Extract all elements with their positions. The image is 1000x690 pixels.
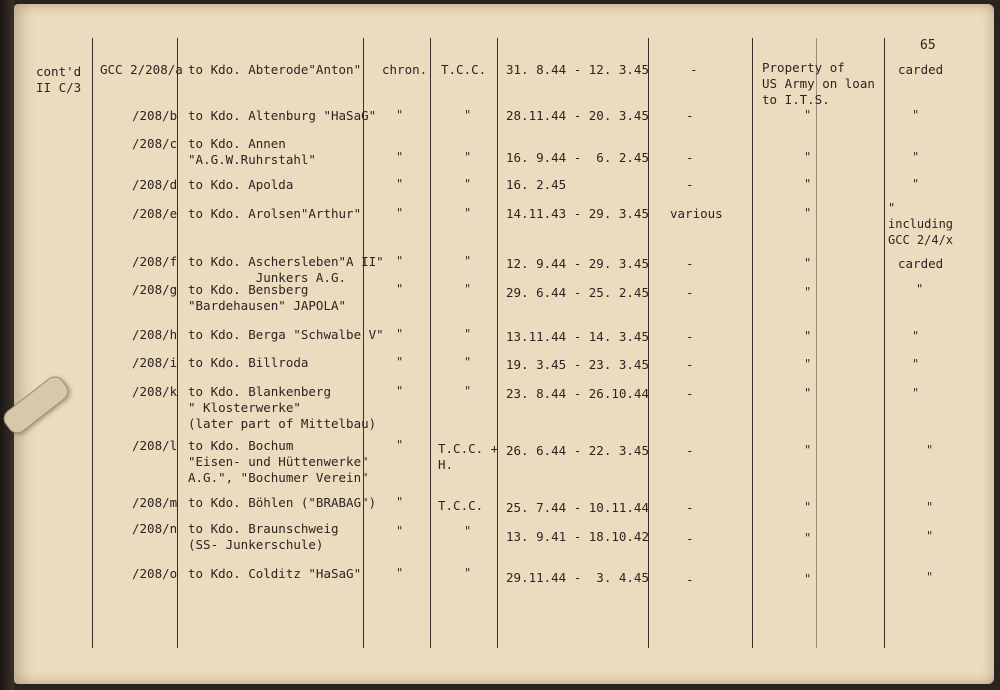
row-type: " [396, 150, 404, 164]
row-dates: 16. 2.45 [506, 177, 567, 192]
row-type: " [396, 327, 404, 341]
row-source: " [464, 177, 472, 191]
row-subject: to Kdo. Blankenberg " Klosterwerke" (later part of Mittelbau) [188, 384, 377, 431]
row-dates: 25. 7.44 - 10.11.44 [506, 500, 649, 515]
row-subject: to Kdo. Arolsen"Arthur" [188, 206, 362, 221]
row-type: " [396, 384, 404, 398]
row-source: T.C.C. [438, 498, 484, 513]
row-subject: to Kdo. Berga "Schwalbe V" [188, 327, 384, 342]
row-code: /208/c [132, 136, 178, 151]
row-source: " [464, 524, 472, 538]
row-code: /208/m [132, 495, 178, 510]
row-type: " [396, 108, 404, 122]
record-subject: to Kdo. Abterode"Anton" [188, 62, 362, 77]
row-extra: - [686, 177, 694, 192]
row-subject: to Kdo. Apolda [188, 177, 294, 192]
row-code: /208/k [132, 384, 178, 399]
record-dates: 31. 8.44 - 12. 3.45 [506, 62, 649, 77]
row-status: " [912, 177, 920, 191]
row-type: " [396, 355, 404, 369]
row-source: " [464, 384, 472, 398]
row-status: " [912, 108, 920, 122]
row-status: " including GCC 2/4/x [888, 201, 954, 247]
row-extra: - [686, 108, 694, 123]
row-code: /208/g [132, 282, 178, 297]
row-source: " [464, 150, 472, 164]
row-subject: to Kdo. Böhlen ("BRABAG") [188, 495, 377, 510]
row-code: /208/f [132, 254, 178, 269]
row-status: " [912, 329, 920, 343]
row-code: /208/e [132, 206, 178, 221]
row-extra: - [686, 531, 694, 546]
row-type: " [396, 177, 404, 191]
row-source: " [464, 282, 472, 296]
column-rule [177, 38, 178, 648]
row-source: " [464, 254, 472, 268]
record-status: carded [898, 62, 944, 77]
row-source: " [464, 566, 472, 580]
row-ownership: " [804, 443, 812, 457]
row-status: " [926, 570, 934, 584]
record-code: GCC 2/208/a [100, 62, 183, 77]
row-extra: various [670, 206, 723, 221]
row-dates: 28.11.44 - 20. 3.45 [506, 108, 649, 123]
row-subject: to Kdo. Annen "A.G.W.Ruhrstahl" [188, 136, 316, 167]
book-spine [0, 0, 14, 690]
row-ownership: " [804, 285, 812, 299]
row-extra: - [686, 386, 694, 401]
row-source: " [464, 327, 472, 341]
row-subject: to Kdo. Bochum "Eisen- und Hüttenwerke" A.G.", "Bochumer Verein" [188, 438, 369, 485]
row-dates: 29.11.44 - 3. 4.45 [506, 570, 649, 585]
row-code: /208/l [132, 438, 178, 453]
column-rule [816, 38, 817, 648]
row-ownership: " [804, 329, 812, 343]
row-ownership: " [804, 256, 812, 270]
record-ownership: Property of US Army on loan to I.T.S. [762, 60, 875, 107]
row-ownership: " [804, 531, 812, 545]
record-extra: - [690, 62, 698, 77]
row-subject: to Kdo. Altenburg "HaSaG" [188, 108, 377, 123]
column-rule [430, 38, 431, 648]
row-dates: 26. 6.44 - 22. 3.45 [506, 443, 649, 458]
row-extra: - [686, 572, 694, 587]
row-ownership: " [804, 150, 812, 164]
row-ownership: " [804, 177, 812, 191]
row-status: " [926, 443, 934, 457]
row-status: " [916, 282, 924, 296]
row-ownership: " [804, 500, 812, 514]
row-type: " [396, 206, 404, 220]
row-status: " [926, 500, 934, 514]
column-rule [92, 38, 93, 648]
row-ownership: " [804, 386, 812, 400]
row-dates: 16. 9.44 - 6. 2.45 [506, 150, 649, 165]
row-code: /208/i [132, 355, 178, 370]
column-rule [497, 38, 498, 648]
row-code: /208/d [132, 177, 178, 192]
row-type: " [396, 254, 404, 268]
column-rule [752, 38, 753, 648]
row-dates: 14.11.43 - 29. 3.45 [506, 206, 649, 221]
row-status: " [912, 150, 920, 164]
row-type: " [396, 495, 404, 509]
row-dates: 19. 3.45 - 23. 3.45 [506, 357, 649, 372]
row-source: " [464, 108, 472, 122]
row-type: " [396, 524, 404, 538]
row-extra: - [686, 443, 694, 458]
row-status: " [912, 357, 920, 371]
record-type: chron. [382, 62, 428, 77]
row-status: carded [898, 256, 944, 271]
row-ownership: " [804, 572, 812, 586]
row-subject: to Kdo. Colditz "HaSaG" [188, 566, 362, 581]
row-status: " [926, 529, 934, 543]
row-type: " [396, 438, 404, 452]
record-source: T.C.C. [441, 62, 487, 77]
column-rule [363, 38, 364, 648]
row-type: " [396, 282, 404, 296]
row-code: /208/n [132, 521, 178, 536]
row-subject: to Kdo. Aschersleben"A II" Junkers A.G. [188, 254, 384, 285]
row-ownership: " [804, 357, 812, 371]
row-code: /208/b [132, 108, 178, 123]
row-extra: - [686, 256, 694, 271]
row-dates: 13.11.44 - 14. 3.45 [506, 329, 649, 344]
row-dates: 29. 6.44 - 25. 2.45 [506, 285, 649, 300]
row-ownership: " [804, 108, 812, 122]
row-subject: to Kdo. Braunschweig (SS- Junkerschule) [188, 521, 339, 552]
row-dates: 13. 9.41 - 18.10.42 [506, 529, 649, 544]
page-number: 65 [920, 38, 936, 53]
row-code: /208/h [132, 327, 178, 342]
section-label: cont'd II C/3 [36, 64, 82, 95]
row-source: " [464, 355, 472, 369]
row-extra: - [686, 357, 694, 372]
row-status: " [912, 386, 920, 400]
row-extra: - [686, 500, 694, 515]
row-dates: 12. 9.44 - 29. 3.45 [506, 256, 649, 271]
column-rule [884, 38, 885, 648]
row-dates: 23. 8.44 - 26.10.44 [506, 386, 649, 401]
row-type: " [396, 566, 404, 580]
row-source: " [464, 206, 472, 220]
row-code: /208/o [132, 566, 178, 581]
row-subject: to Kdo. Bensberg "Bardehausen" JAPOLA" [188, 282, 347, 313]
row-source: T.C.C. + H. [438, 441, 499, 472]
row-extra: - [686, 150, 694, 165]
row-subject: to Kdo. Billroda [188, 355, 309, 370]
row-extra: - [686, 329, 694, 344]
row-extra: - [686, 285, 694, 300]
row-ownership: " [804, 206, 812, 220]
